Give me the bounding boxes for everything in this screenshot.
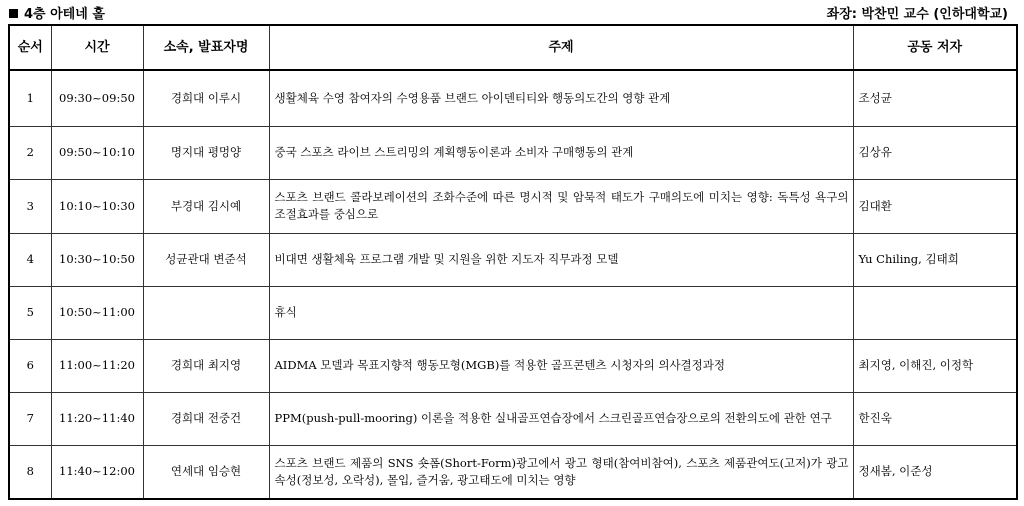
col-header-coauthors: 공동 저자 — [853, 25, 1017, 70]
table-row — [9, 392, 1017, 445]
cell-order: 5 — [9, 286, 51, 339]
table-row — [9, 286, 1017, 339]
col-header-time: 시간 — [51, 25, 143, 70]
col-header-order: 순서 — [9, 25, 51, 70]
cell-coauthors: 김대환 — [853, 179, 1017, 233]
square-bullet-icon — [9, 9, 18, 18]
table-header-row — [9, 25, 1017, 70]
table-row — [9, 445, 1017, 499]
cell-presenter: 경희대 최지영 — [143, 339, 269, 392]
cell-time: 10:10~10:30 — [51, 179, 143, 233]
session-chair: 좌장: 박찬민 교수 (인하대학교) — [826, 7, 1008, 22]
cell-coauthors: 김상유 — [853, 126, 1017, 179]
cell-topic: 비대면 생활체육 프로그램 개발 및 지원을 위한 지도자 직무과정 모델 — [269, 233, 853, 286]
cell-presenter: 명지대 평멍양 — [143, 126, 269, 179]
cell-coauthors: 최지영, 이해진, 이정학 — [853, 339, 1017, 392]
cell-order: 6 — [9, 339, 51, 392]
cell-topic: 중국 스포츠 라이브 스트리밍의 계획행동이론과 소비자 구매행동의 관계 — [269, 126, 853, 179]
cell-time: 10:30~10:50 — [51, 233, 143, 286]
table-row — [9, 70, 1017, 126]
table-row — [9, 179, 1017, 233]
cell-time: 09:30~09:50 — [51, 70, 143, 126]
cell-presenter: 부경대 김시예 — [143, 179, 269, 233]
cell-presenter: 경희대 이루시 — [143, 70, 269, 126]
cell-presenter: 성균관대 변준석 — [143, 233, 269, 286]
cell-order: 4 — [9, 233, 51, 286]
cell-order: 2 — [9, 126, 51, 179]
table-row — [9, 126, 1017, 179]
cell-topic: 스포츠 브랜드 제품의 SNS 숏폼(Short-Form)광고에서 광고 형태(참여비참여), 스포츠 제품관여도(고저)가 광고 속성(정보성, 오락성), 몰입, 즐거움, 광고태도에 미치는 영향 — [269, 445, 853, 499]
cell-order: 3 — [9, 179, 51, 233]
col-header-topic: 주제 — [269, 25, 853, 70]
session-title — [9, 3, 105, 22]
cell-coauthors: 조성균 — [853, 70, 1017, 126]
session-header — [0, 0, 1024, 24]
cell-time: 11:00~11:20 — [51, 339, 143, 392]
cell-coauthors — [853, 286, 1017, 339]
session-room: 4층 아테네 홀 — [24, 7, 105, 22]
cell-topic: AIDMA 모델과 목표지향적 행동모형(MGB)를 적용한 골프콘텐츠 시청자의 의사결정과정 — [269, 339, 853, 392]
cell-order: 1 — [9, 70, 51, 126]
cell-presenter: 경희대 전중건 — [143, 392, 269, 445]
cell-presenter — [143, 286, 269, 339]
cell-topic: 생활체육 수영 참여자의 수영용품 브랜드 아이덴티티와 행동의도간의 영향 관계 — [269, 70, 853, 126]
table-row — [9, 233, 1017, 286]
cell-coauthors: Yu Chiling, 김태희 — [853, 233, 1017, 286]
cell-topic: 휴식 — [269, 286, 853, 339]
cell-topic: 스포츠 브랜드 콜라보레이션의 조화수준에 따른 명시적 및 암묵적 태도가 구매의도에 미치는 영향: 독특성 욕구의 조절효과를 중심으로 — [269, 179, 853, 233]
col-header-presenter: 소속, 발표자명 — [143, 25, 269, 70]
cell-time: 09:50~10:10 — [51, 126, 143, 179]
cell-coauthors: 한진욱 — [853, 392, 1017, 445]
cell-time: 11:40~12:00 — [51, 445, 143, 499]
cell-time: 10:50~11:00 — [51, 286, 143, 339]
cell-presenter: 연세대 임승현 — [143, 445, 269, 499]
cell-order: 7 — [9, 392, 51, 445]
cell-topic: PPM(push-pull-mooring) 이론을 적용한 실내골프연습장에서 스크린골프연습장으로의 전환의도에 관한 연구 — [269, 392, 853, 445]
schedule-table — [8, 24, 1018, 500]
cell-order: 8 — [9, 445, 51, 499]
cell-time: 11:20~11:40 — [51, 392, 143, 445]
cell-coauthors: 정새봄, 이준성 — [853, 445, 1017, 499]
table-row — [9, 339, 1017, 392]
